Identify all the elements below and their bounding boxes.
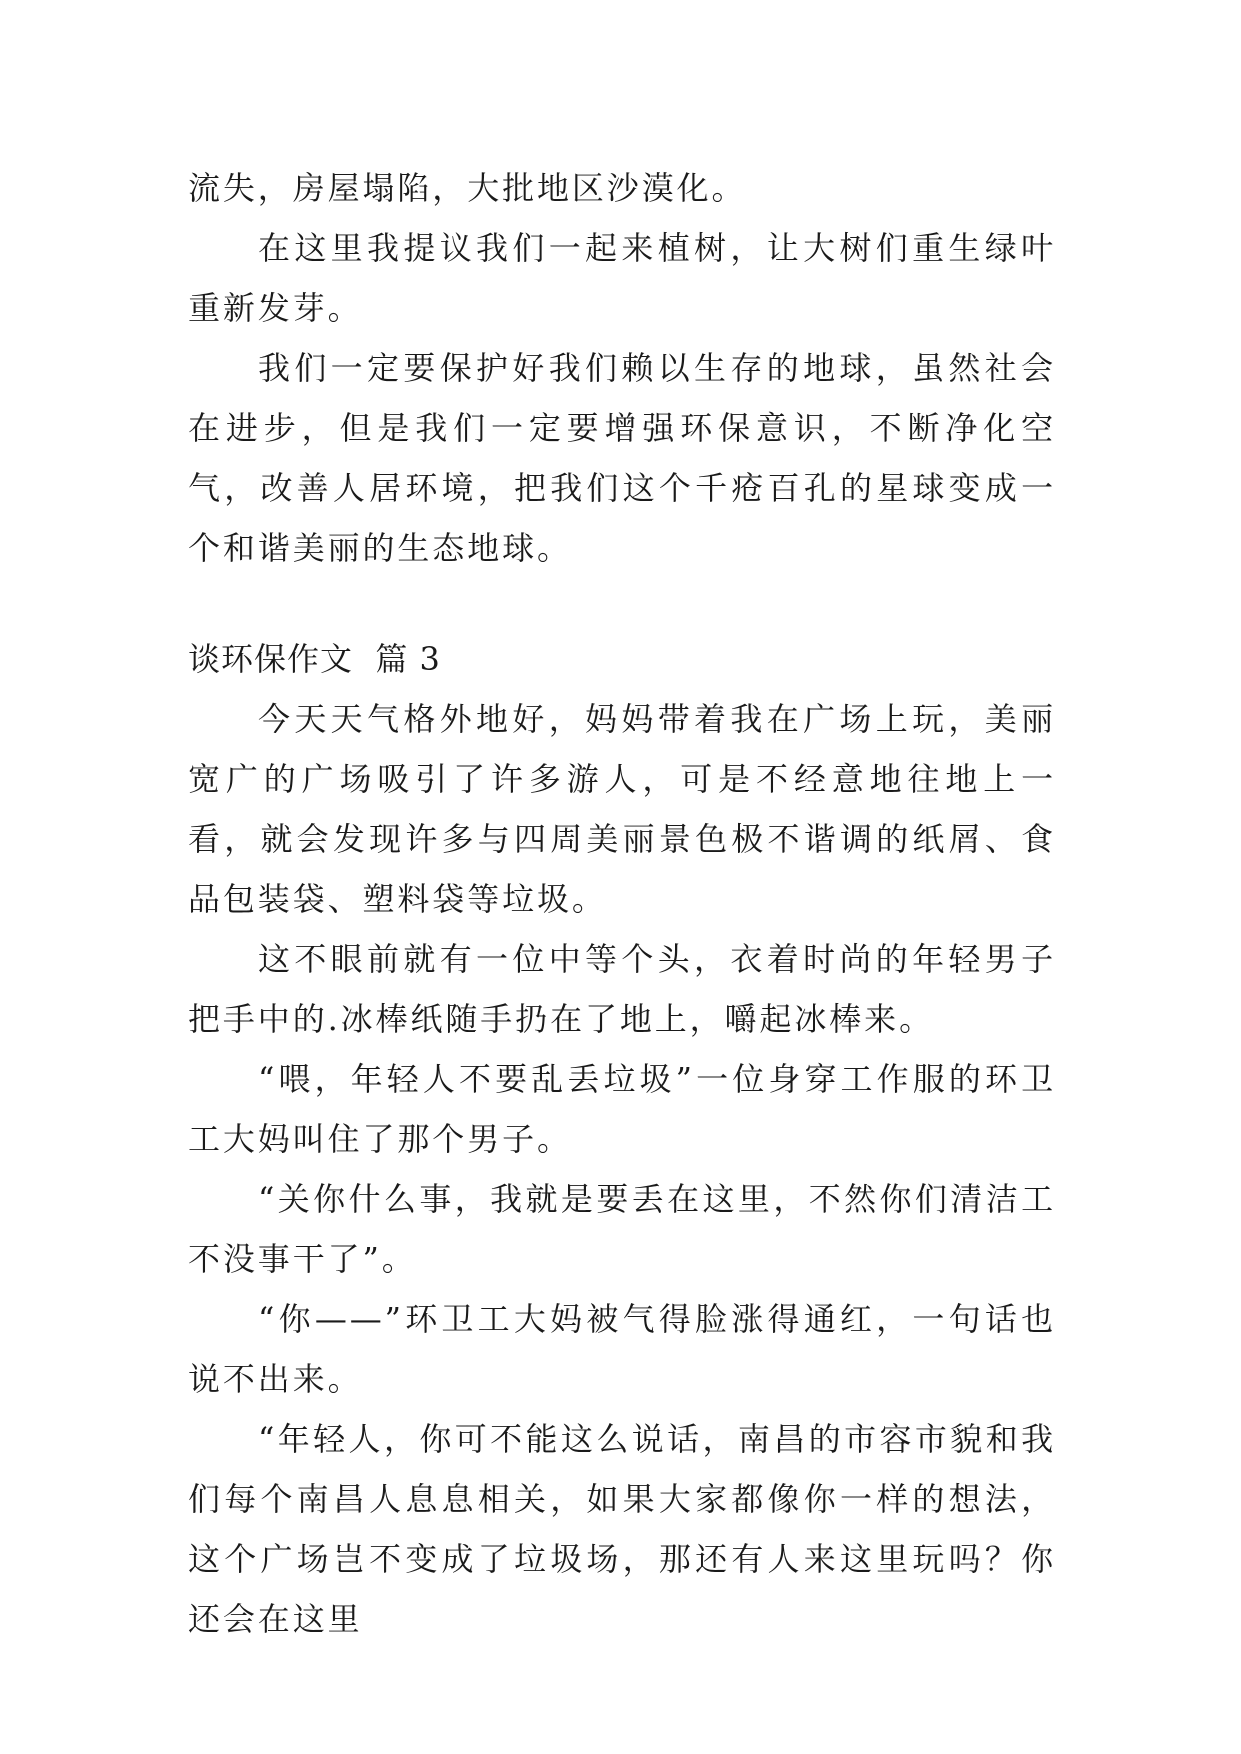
paragraph: “你——”环卫工大妈被气得脸涨得通红，一句话也说不出来。 bbox=[188, 1300, 1056, 1398]
paragraph: “喂，年轻人不要乱丢垃圾”一位身穿工作服的环卫工大妈叫住了那个男子。 bbox=[188, 1060, 1056, 1158]
paragraph: 这不眼前就有一位中等个头，衣着时尚的年轻男子把手中的.冰棒纸随手扔在了地上，嚼起冰棒来。 bbox=[188, 940, 1056, 1038]
section-heading: 谈环保作文 篇 3 bbox=[188, 640, 441, 678]
document-body bbox=[188, 158, 1056, 1649]
paragraph: 今天天气格外地好，妈妈带着我在广场上玩，美丽宽广的广场吸引了许多游人，可是不经意地往地上一看，就会发现许多与四周美丽景色极不谐调的纸屑、食品包装袋、塑料袋等垃圾。 bbox=[188, 700, 1056, 918]
paragraph: 我们一定要保护好我们赖以生存的地球，虽然社会在进步，但是我们一定要增强环保意识，不断净化空气，改善人居环境，把我们这个千疮百孔的星球变成一个和谐美丽的生态地球。 bbox=[188, 349, 1056, 567]
paragraph: “关你什么事，我就是要丢在这里，不然你们清洁工不没事干了”。 bbox=[188, 1180, 1056, 1278]
paragraph: 流失，房屋塌陷，大批地区沙漠化。 bbox=[188, 169, 747, 207]
paragraph: 在这里我提议我们一起来植树，让大树们重生绿叶重新发芽。 bbox=[188, 229, 1056, 327]
paragraph: “年轻人，你可不能这么说话，南昌的市容市貌和我们每个南昌人息息相关，如果大家都像你一样的想法，这个广场岂不变成了垃圾场，那还有人来这里玩吗？你还会在这里 bbox=[188, 1420, 1056, 1638]
